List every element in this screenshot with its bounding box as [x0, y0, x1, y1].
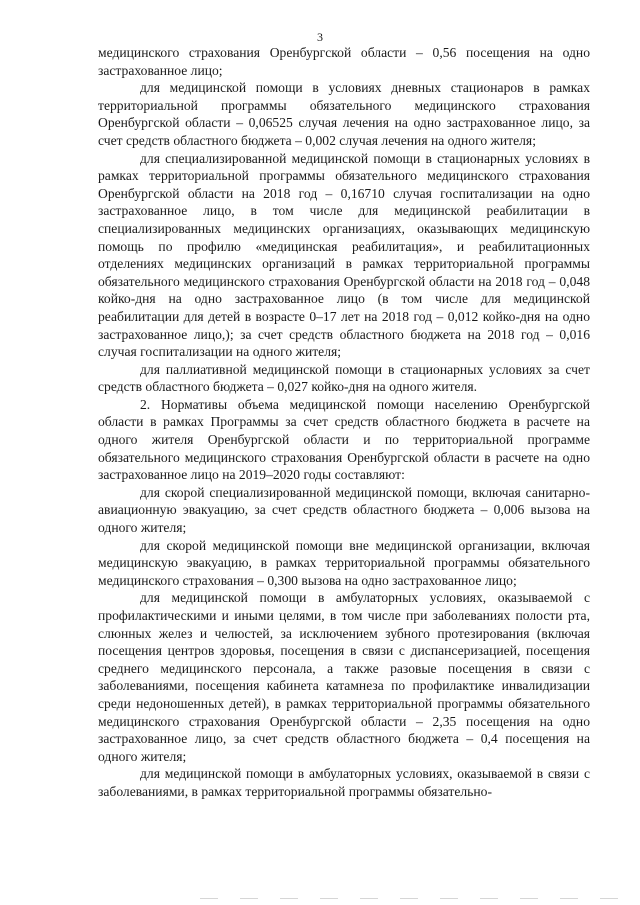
- paragraph-outpatient-disease: для медицинской помощи в амбулаторных условиях, оказываемой в связи с заболеваниями, в рамках территориальной программы обязательно-: [98, 766, 590, 799]
- scan-artifact-line: [200, 898, 620, 899]
- paragraph-section-2: 2. Нормативы объема медицинской помощи населению Оренбургской области в рамках Программы за счет средств областного бюджета в расчете на одного жителя Оренбургской области и по территориальной программе обязательного медицинского страхования Оренбургской области в расчете на одно застрахованное лицо на 2019–2020 годы составляют:: [98, 396, 590, 483]
- paragraph-continuation: медицинского страхования Оренбургской области – 0,56 посещения на одно застрахованное лицо;: [98, 45, 590, 78]
- paragraph-palliative-care: для паллиативной медицинской помощи в стационарных условиях за счет средств областного бюджета – 0,027 койко-дня на одного жителя.: [98, 361, 590, 395]
- document-body: [98, 44, 590, 801]
- paragraph-emergency-care: для скорой медицинской помощи вне медицинской организации, включая медицинскую эвакуацию, в рамках территориальной программы обязательного медицинского страхования – 0,300 вызова на одно застрахованное лицо;: [98, 537, 590, 588]
- paragraph-air-ambulance: для скорой специализированной медицинской помощи, включая санитарно-авиационную эвакуацию, за счет средств областного бюджета – 0,006 вызова на одного жителя;: [98, 484, 590, 536]
- paragraph-specialized-care: для специализированной медицинской помощи в стационарных условиях в рамках территориальной программы обязательного медицинского страхования Оренбургской области на 2018 год – 0,16710 случая госпитализации на одно застрахованное лицо, в том числе для медицинской реабилитации в специализированных медицинских организациях, оказывающих медицинскую помощь по профилю «медицинская реабилитация», и реабилитационных отделениях медицинских организаций в рамках территориальной программы обязательного медицинского страхования Оренбургской области на 2018 год – 0,048 койко-дня на одно застрахованное лицо (в том числе для медицинской реабилитации для детей в возрасте 0–17 лет на 2018 год – 0,012 койко-дня на одно застрахованное лицо,); за счет средств областного бюджета на 2018 год – 0,016 случая госпитализации на одного жителя;: [98, 150, 590, 360]
- paragraph-day-hospital: для медицинской помощи в условиях дневных стационаров в рамках территориальной программы обязательного медицинского страхования Оренбургской области – 0,06525 случая лечения на одно застрахованное лицо, за счет средств областного бюджета – 0,002 случая лечения на одного жителя;: [98, 80, 590, 148]
- paragraph-outpatient-preventive: для медицинской помощи в амбулаторных условиях, оказываемой с профилактическими и иными целями, в том числе при заболеваниях полости рта, слюнных желез и челюстей, за исключением зубного протезирования (включая посещения центров здоровья, посещения в связи с диспансеризацией, посещения среднего медицинского персонала, а также разовые посещения в связи с заболеваниями, посещения кабинета катамнеза по профилактике инвалидизации среди недоношенных детей), в рамках территориальной программы обязательного медицинского страхования Оренбургской области – 2,35 посещения на одно застрахованное лицо, за счет средств областного бюджета – 0,4 посещения на одного жителя;: [98, 590, 590, 764]
- page-number: 3: [317, 30, 323, 44]
